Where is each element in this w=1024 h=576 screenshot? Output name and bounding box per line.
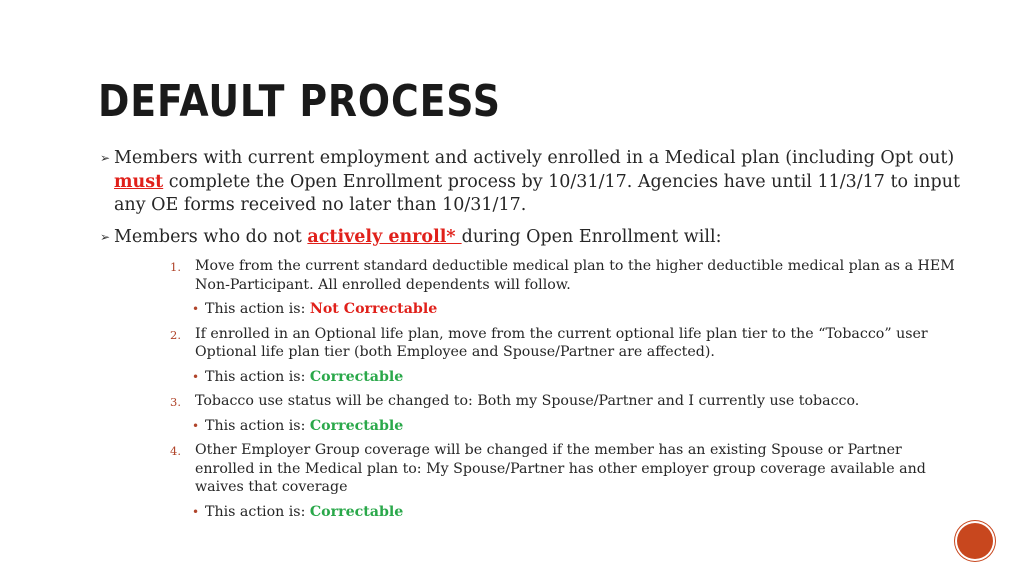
- arrow-bullet-icon: ➢: [100, 151, 111, 165]
- list-item-2: [170, 325, 960, 362]
- list-item-3: [170, 392, 960, 411]
- action-value: Correctable: [309, 503, 404, 520]
- list-number: 1.: [170, 260, 181, 274]
- action-value: Correctable: [309, 368, 404, 385]
- bullet-2: [100, 226, 960, 250]
- list-item-text: Other Employer Group coverage will be changed if the member has an existing Spouse or Partner enrolled in the Medical plan to: My Spouse/Partner has other employer group coverage available and waives that coverage: [195, 442, 926, 495]
- action-status-2: [170, 368, 960, 387]
- dot-bullet-icon: •: [192, 302, 200, 316]
- dot-bullet-icon: •: [192, 418, 200, 433]
- action-label: This action is:: [205, 417, 310, 434]
- bullet-2-emphasis: actively enroll*: [307, 226, 462, 247]
- circle-decoration-icon: [957, 523, 993, 559]
- action-label: This action is:: [205, 368, 310, 385]
- bullet-1: [100, 147, 960, 218]
- list-item-4: [170, 441, 960, 497]
- slide-title: DEFAULT PROCESS: [98, 76, 501, 127]
- list-item-text: If enrolled in an Optional life plan, move from the current optional life plan tier to the “Tobacco” user Optional life plan tier (both Employee and Spouse/Partner are affected).: [195, 325, 928, 360]
- action-label: This action is:: [205, 503, 310, 520]
- action-status-1: [170, 300, 960, 319]
- bullet-1-emphasis: must: [114, 171, 164, 192]
- action-status-3: [170, 417, 960, 436]
- action-value: Not Correctable: [309, 301, 438, 317]
- list-number: 2.: [170, 327, 181, 342]
- action-label: This action is:: [205, 301, 310, 317]
- bullet-2-text-pre: Members who do not: [114, 226, 308, 247]
- dot-bullet-icon: •: [192, 369, 200, 384]
- list-number: 4.: [170, 444, 181, 458]
- bullet-1-text-pre: Members with current employment and actively enrolled in a Medical plan (including Opt out): [114, 148, 955, 168]
- arrow-bullet-icon: ➢: [100, 229, 111, 244]
- list-item-text: Tobacco use status will be changed to: Both my Spouse/Partner and I currently use tobacco.: [195, 393, 860, 409]
- bullet-1-text-post: complete the Open Enrollment process by 10/31/17. Agencies have until 11/3/17 to input any OE forms received no later than 10/31/17.: [114, 171, 961, 215]
- list-item-1: [170, 257, 960, 294]
- action-status-4: [170, 503, 960, 522]
- action-value: Correctable: [309, 417, 404, 434]
- numbered-list: [170, 257, 960, 521]
- list-item-text: Move from the current standard deductible medical plan to the higher deductible medical plan as a HEM Non-Participant. All enrolled dependents will follow.: [195, 258, 955, 293]
- bullet-2-text-post: during Open Enrollment will:: [461, 226, 722, 247]
- dot-bullet-icon: •: [192, 504, 200, 519]
- list-number: 3.: [170, 395, 181, 409]
- slide-content: [100, 147, 960, 527]
